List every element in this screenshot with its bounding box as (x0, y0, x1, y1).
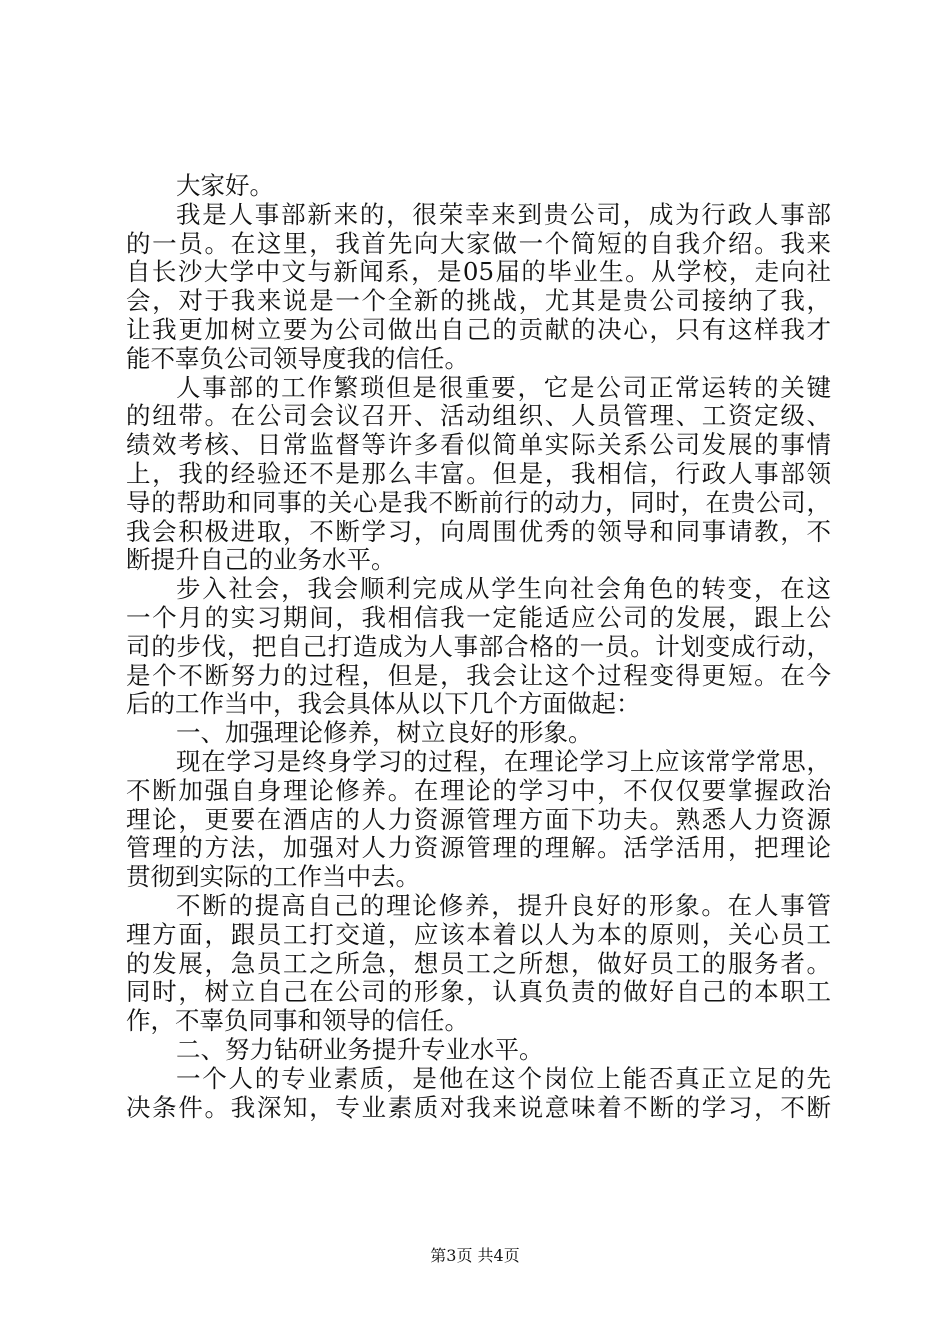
paragraph-line: 后的工作当中，我会具体从以下几个方面做起： (126, 689, 641, 719)
document-body (126, 172, 831, 1122)
paragraph-line: 我会积极进取，不断学习，向周围优秀的领导和同事请教，不 (126, 516, 831, 546)
paragraph-line: 理论，更要在酒店的人力资源管理方面下功夫。熟悉人力资源 (126, 804, 831, 834)
paragraph-line: 同时，树立自己在公司的形象，认真负责的做好自己的本职工 (126, 977, 831, 1007)
paragraph-line: 上，我的经验还不是那么丰富。但是，我相信，行政人事部领 (126, 458, 831, 488)
paragraph-line: 的一员。在这里，我首先向大家做一个简短的自我介绍。我来 (126, 228, 831, 258)
paragraph-line: 现在学习是终身学习的过程，在理论学习上应该常学常思， (176, 746, 831, 776)
paragraph-line: 自长沙大学中文与新闻系，是05届的毕业生。从学校，走向社 (126, 257, 831, 287)
paragraph-line: 管理的方法，加强对人力资源管理的理解。活学活用，把理论 (126, 833, 831, 863)
paragraph-line: 贯彻到实际的工作当中去。 (126, 862, 420, 892)
paragraph-line: 一个月的实习期间，我相信我一定能适应公司的发展，跟上公 (126, 602, 831, 632)
paragraph-line: 司的步伐，把自己打造成为人事部合格的一员。计划变成行动， (126, 631, 831, 661)
paragraph-line: 绩效考核、日常监督等许多看似简单实际关系公司发展的事情 (126, 430, 831, 460)
paragraph-line: 是个不断努力的过程，但是，我会让这个过程变得更短。在今 (126, 660, 831, 690)
paragraph-line: 断提升自己的业务水平。 (126, 545, 396, 575)
greeting-line: 大家好。 (176, 171, 274, 200)
paragraph-line: 不断的提高自己的理论修养，提升良好的形象。在人事管 (176, 890, 831, 920)
paragraph-line: 会，对于我来说是一个全新的挑战，尤其是贵公司接纳了我， (126, 286, 831, 316)
paragraph-line: 能不辜负公司领导度我的信任。 (126, 343, 469, 373)
paragraph-line: 的发展，急员工之所急，想员工之所想，做好员工的服务者。 (126, 948, 831, 978)
section-heading: 一、加强理论修养，树立良好的形象。 (176, 718, 593, 748)
paragraph-line: 人事部的工作繁琐但是很重要，它是公司正常运转的关键 (176, 372, 831, 402)
paragraph-line: 决条件。我深知，专业素质对我来说意味着不断的学习，不断 (126, 1092, 831, 1122)
paragraph-line: 一个人的专业素质，是他在这个岗位上能否真正立足的先 (176, 1063, 831, 1093)
paragraph-line: 我是人事部新来的，很荣幸来到贵公司，成为行政人事部 (176, 199, 831, 229)
paragraph-line: 的纽带。在公司会议召开、活动组织、人员管理、工资定级、 (126, 401, 831, 431)
page-number-footer: 第3页 共4页 (430, 1246, 520, 1265)
paragraph-line: 让我更加树立要为公司做出自己的贡献的决心，只有这样我才 (126, 314, 831, 344)
section-heading: 二、努力钻研业务提升专业水平。 (176, 1034, 544, 1064)
paragraph-line: 步入社会，我会顺利完成从学生向社会角色的转变，在这 (176, 574, 831, 604)
paragraph-line: 作，不辜负同事和领导的信任。 (126, 1006, 469, 1036)
paragraph-line: 理方面，跟员工打交道，应该本着以人为本的原则，关心员工 (126, 919, 831, 949)
paragraph-line: 不断加强自身理论修养。在理论的学习中，不仅仅要掌握政治 (126, 775, 831, 805)
paragraph-line: 导的帮助和同事的关心是我不断前行的动力，同时，在贵公司， (126, 487, 831, 517)
